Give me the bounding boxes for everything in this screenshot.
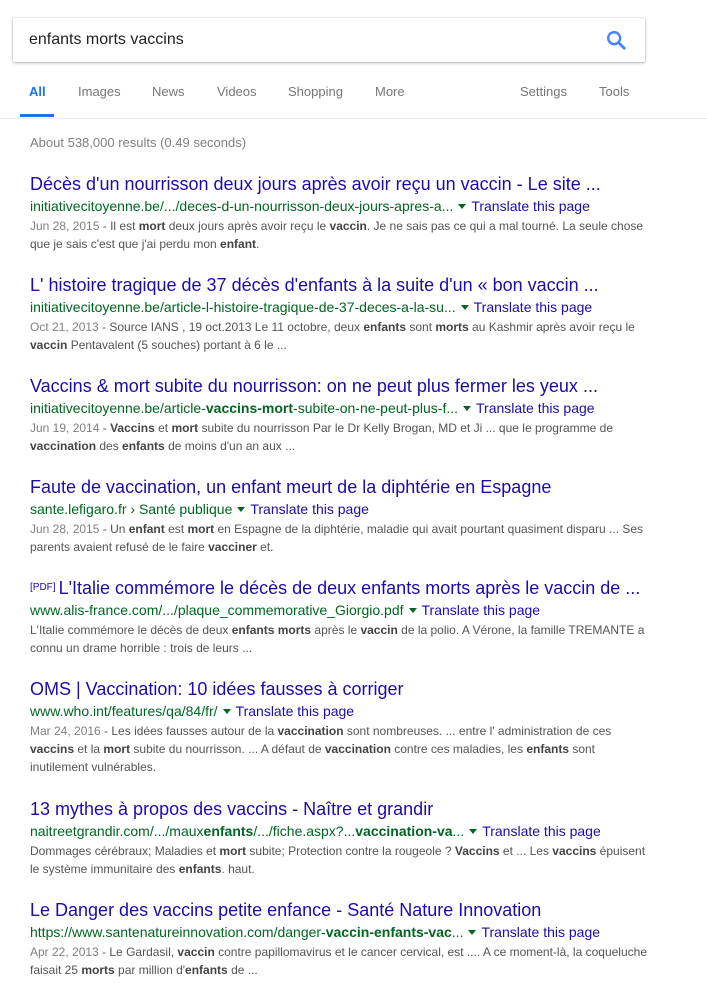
result-url-text[interactable]: sante.lefigaro.fr › Santé publique bbox=[30, 501, 233, 517]
result-url-text[interactable]: https://www.santenatureinnovation.com/danger-vaccin-enfants-vac... bbox=[30, 924, 464, 940]
caret-down-icon[interactable] bbox=[463, 406, 471, 411]
result-url bbox=[30, 499, 650, 519]
tab-tools[interactable]: Tools bbox=[599, 84, 630, 99]
tab-shopping[interactable]: Shopping bbox=[288, 84, 343, 99]
tab-images[interactable]: Images bbox=[78, 84, 121, 99]
result-title-link[interactable] bbox=[30, 274, 650, 296]
result-snippet: Jun 28, 2015 - Un enfant est mort en Espagne de la diphtérie, maladie qui avait pourtant quasiment disparu ... Ses parents avaient refusé de le faire vacciner et. bbox=[30, 522, 644, 554]
result-title-link[interactable] bbox=[30, 577, 650, 599]
translate-link[interactable]: Translate this page bbox=[471, 198, 590, 214]
result-snippet: L'Italie commémore le décès de deux enfants morts après le vaccin de la polio. A Vérone, la famille TREMANTE a connu un drame horrible : trois de leurs ... bbox=[30, 623, 645, 655]
result-snippet: Apr 22, 2013 - Le Gardasil, vaccin contre papillomavirus et le cancer cervical, est .... A ce moment-là, la coqueluche faisait 25 morts par million d'enfants de ... bbox=[30, 945, 647, 977]
result-snippet: Jun 19, 2014 - Vaccins et mort subite du nourrisson Par le Dr Kelly Brogan, MD et Ji ... que le programme de vaccination des enfants de moins d'un an aux ... bbox=[30, 421, 613, 453]
result-title-link[interactable] bbox=[30, 375, 650, 397]
search-result bbox=[30, 476, 650, 556]
pdf-tag: [PDF] bbox=[30, 582, 56, 593]
result-url-text[interactable]: www.alis-france.com/.../plaque_commemorative_Giorgio.pdf bbox=[30, 602, 404, 618]
tab-news[interactable]: News bbox=[152, 84, 185, 99]
search-result bbox=[30, 173, 650, 253]
result-title-text[interactable]: 13 mythes à propos des vaccins - Naître et grandir bbox=[30, 799, 434, 819]
result-url-text[interactable]: initiativecitoyenne.be/article-vaccins-mort-subite-on-ne-peut-plus-f... bbox=[30, 400, 458, 416]
result-title-link[interactable] bbox=[30, 678, 650, 700]
translate-link[interactable]: Translate this page bbox=[421, 602, 541, 618]
result-date: Mar 24, 2016 bbox=[30, 724, 101, 738]
result-snippet: Jun 28, 2015 - Il est mort deux jours après avoir reçu le vaccin. Je ne sais pas ce qui a mal tourné. La seule chose que je sais c'est que j'ai perdu mon enfant. bbox=[30, 219, 644, 251]
caret-down-icon[interactable] bbox=[237, 507, 245, 512]
translate-link[interactable]: Translate this page bbox=[250, 501, 369, 517]
search-result bbox=[30, 274, 650, 354]
result-url bbox=[30, 196, 650, 216]
result-url bbox=[30, 398, 650, 418]
tab-videos[interactable]: Videos bbox=[217, 84, 257, 99]
result-date: Jun 28, 2015 bbox=[30, 522, 100, 536]
caret-down-icon[interactable] bbox=[468, 930, 476, 935]
result-title-link[interactable] bbox=[30, 173, 650, 195]
caret-down-icon[interactable] bbox=[409, 608, 417, 613]
search-result bbox=[30, 678, 650, 776]
result-title-link[interactable] bbox=[30, 899, 650, 921]
search-icon[interactable] bbox=[605, 29, 627, 51]
result-url bbox=[30, 600, 650, 620]
result-snippet: Dommages cérébraux; Maladies et mort subite; Protection contre la rougeole ? Vaccins et ... Les vaccins épuisent le système immunitaire des enfants. haut. bbox=[30, 844, 646, 876]
search-result bbox=[30, 577, 650, 657]
result-date: Jun 28, 2015 bbox=[30, 219, 100, 233]
result-title-text[interactable]: OMS | Vaccination: 10 idées fausses à corriger bbox=[30, 679, 404, 699]
result-title-link[interactable] bbox=[30, 476, 650, 498]
result-title-text[interactable]: Vaccins & mort subite du nourrisson: on ne peut plus fermer les yeux ... bbox=[30, 376, 598, 396]
search-result bbox=[30, 798, 650, 878]
tab-all[interactable]: All bbox=[29, 84, 46, 99]
result-snippet: Mar 24, 2016 - Les idées fausses autour de la vaccination sont nombreuses. ... entre l' administration de ces vaccins et la mort subite du nourrisson. ... A défaut de vaccination contre ces maladies, les enfants sont inutilement vulnérables. bbox=[30, 724, 612, 774]
result-title-text[interactable]: L' histoire tragique de 37 décès d'enfants à la suite d'un « bon vaccin ... bbox=[30, 275, 599, 295]
tab-bar bbox=[0, 72, 707, 119]
translate-link[interactable]: Translate this page bbox=[482, 823, 601, 839]
active-tab-indicator bbox=[20, 114, 54, 117]
search-input[interactable] bbox=[29, 28, 589, 52]
translate-link[interactable]: Translate this page bbox=[481, 924, 601, 940]
result-url-text[interactable]: naitreetgrandir.com/.../mauxenfants/.../fiche.aspx?...vaccination-va... bbox=[30, 823, 465, 839]
result-url-text[interactable]: initiativecitoyenne.be/.../deces-d-un-nourrisson-deux-jours-apres-a... bbox=[30, 198, 454, 214]
result-url bbox=[30, 297, 650, 317]
result-url-text[interactable]: www.who.int/features/qa/84/fr/ bbox=[30, 703, 218, 719]
translate-link[interactable]: Translate this page bbox=[473, 299, 593, 315]
result-title-text[interactable]: Le Danger des vaccins petite enfance - Santé Nature Innovation bbox=[30, 900, 542, 920]
result-title-link[interactable] bbox=[30, 798, 650, 820]
result-url bbox=[30, 821, 650, 841]
result-date: Apr 22, 2013 bbox=[30, 945, 99, 959]
result-snippet: Oct 21, 2013 - Source IANS , 19 oct.2013 Le 11 octobre, deux enfants sont morts au Kashmir après avoir reçu le vaccin Pentavalent (5 souches) portant à 6 le ... bbox=[30, 320, 635, 352]
caret-down-icon[interactable] bbox=[469, 829, 477, 834]
tab-more[interactable]: More bbox=[375, 84, 405, 99]
result-url bbox=[30, 922, 650, 942]
search-box bbox=[13, 18, 645, 62]
caret-down-icon[interactable] bbox=[461, 305, 469, 310]
search-result bbox=[30, 375, 650, 455]
result-title-text[interactable]: Décès d'un nourrisson deux jours après avoir reçu un vaccin - Le site ... bbox=[30, 174, 601, 194]
search-result bbox=[30, 899, 650, 979]
result-stats: About 538,000 results (0.49 seconds) bbox=[30, 135, 247, 150]
result-title-text[interactable]: L'Italie commémore le décès de deux enfants morts après le vaccin de ... bbox=[58, 578, 641, 598]
result-title-text[interactable]: Faute de vaccination, un enfant meurt de la diphtérie en Espagne bbox=[30, 477, 552, 497]
tab-settings[interactable]: Settings bbox=[520, 84, 567, 99]
caret-down-icon[interactable] bbox=[458, 204, 466, 209]
result-date: Jun 19, 2014 bbox=[30, 421, 100, 435]
translate-link[interactable]: Translate this page bbox=[235, 703, 355, 719]
result-url-text[interactable]: initiativecitoyenne.be/article-l-histoire-tragique-de-37-deces-a-la-su... bbox=[30, 299, 456, 315]
result-date: Oct 21, 2013 bbox=[30, 320, 99, 334]
translate-link[interactable]: Translate this page bbox=[476, 400, 595, 416]
caret-down-icon[interactable] bbox=[223, 709, 231, 714]
result-url bbox=[30, 701, 650, 721]
